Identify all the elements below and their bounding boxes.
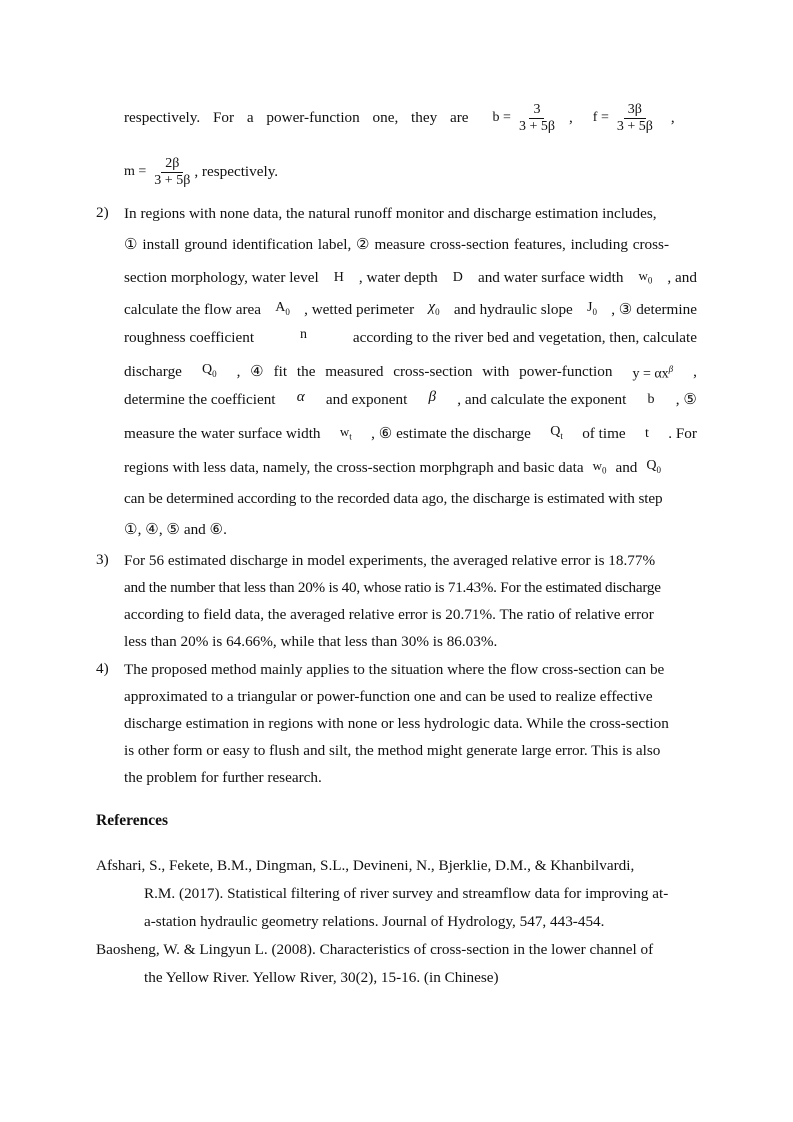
superscript: β bbox=[668, 364, 674, 374]
item3-line4 bbox=[124, 632, 497, 652]
list-number: 2) bbox=[96, 204, 109, 221]
text: ① install ground identification label, ② measure cross-section features, including cross- bbox=[124, 236, 670, 253]
text: a-station hydraulic geometry relations. Journal of Hydrology, 547, 443-454. bbox=[144, 913, 605, 930]
symbol-Q: Q bbox=[201, 361, 213, 377]
subscript: 0 bbox=[592, 306, 597, 317]
text: and exponent bbox=[325, 391, 408, 408]
item2-line6 bbox=[124, 359, 697, 385]
symbol-b: b bbox=[647, 392, 655, 407]
text: approximated to a triangular or power-function one and can be used to realize effective bbox=[124, 688, 653, 705]
item2-line1 bbox=[124, 204, 697, 224]
subscript: t bbox=[349, 431, 352, 442]
subscript: 0 bbox=[601, 465, 607, 476]
f-numerator: 3β bbox=[624, 102, 646, 119]
item2-line7 bbox=[124, 390, 697, 410]
reference-2-line2 bbox=[144, 968, 499, 988]
symbol-w: w bbox=[592, 458, 602, 473]
subscript: 0 bbox=[647, 275, 653, 286]
text: In regions with none data, the natural runoff monitor and discharge estimation includes, bbox=[124, 205, 657, 222]
text: , water depth bbox=[358, 269, 438, 287]
subscript: 0 bbox=[435, 307, 440, 318]
text: . For bbox=[668, 425, 697, 443]
text: is other form or easy to flush and silt, the method might generate large error. This is also bbox=[124, 742, 661, 759]
text: ①, ④, ⑤ and ⑥. bbox=[124, 521, 227, 538]
text: , bbox=[693, 362, 697, 380]
symbol-beta: β bbox=[428, 388, 437, 405]
subscript: 0 bbox=[212, 368, 217, 379]
text: discharge bbox=[124, 362, 182, 380]
comma: , bbox=[670, 109, 675, 126]
item2-line10 bbox=[124, 489, 697, 509]
item2-line3 bbox=[124, 266, 697, 291]
m-fraction bbox=[150, 156, 194, 189]
item2-line8 bbox=[124, 422, 697, 447]
text: and the number that less than 20% is 40, whose ratio is 71.43%. For the estimated discharge bbox=[124, 579, 661, 596]
item3-line2 bbox=[124, 578, 661, 598]
f-fraction bbox=[613, 102, 657, 135]
list-number: 4) bbox=[96, 660, 109, 677]
text: Baosheng, W. & Lingyun L. (2008). Characteristics of cross-section in the lower channel of bbox=[96, 941, 654, 958]
text: section morphology, water level bbox=[124, 269, 319, 287]
item2-line4 bbox=[124, 297, 697, 322]
b-denominator: 3 + 5β bbox=[518, 118, 555, 134]
symbol-n: n bbox=[299, 327, 307, 342]
text: of time bbox=[582, 425, 626, 443]
m-tail-text: , respectively. bbox=[194, 163, 279, 180]
symbol-H: H bbox=[333, 270, 344, 286]
symbol-D: D bbox=[452, 270, 463, 286]
f-denominator: 3 + 5β bbox=[616, 118, 653, 134]
text: discharge estimation in regions with none or less hydrologic data. While the cross-section bbox=[124, 715, 669, 732]
power-function-equation bbox=[632, 359, 673, 385]
reference-2-line1 bbox=[96, 940, 653, 960]
symbol-Q: Q bbox=[550, 424, 561, 440]
text: and water surface width bbox=[477, 269, 624, 287]
text: , wetted perimeter bbox=[304, 300, 415, 318]
text: according to the river bed and vegetation, then, calculate bbox=[352, 329, 697, 346]
f-equation-lhs: f = bbox=[592, 110, 609, 125]
text: roughness coefficient bbox=[124, 329, 255, 346]
b-fraction bbox=[515, 102, 559, 135]
list-number: 3) bbox=[96, 551, 109, 568]
symbol-A0 bbox=[275, 298, 290, 322]
formula-line-b-f bbox=[124, 96, 675, 140]
b-equation-lhs: b = bbox=[492, 110, 511, 125]
symbol-w: w bbox=[638, 268, 648, 283]
text: , ⑤ bbox=[675, 391, 697, 408]
item4-line2 bbox=[124, 687, 653, 707]
m-numerator: 2β bbox=[161, 156, 183, 173]
symbol-Q0 bbox=[646, 456, 661, 480]
text: and bbox=[615, 459, 638, 477]
text: For 56 estimated discharge in model experiments, the averaged relative error is 18.77% bbox=[124, 552, 656, 569]
text: , and bbox=[667, 269, 697, 287]
symbol-w0 bbox=[638, 266, 652, 291]
text: and hydraulic slope bbox=[453, 300, 573, 318]
symbol-w0 bbox=[593, 456, 607, 481]
text: less than 20% is 64.66%, while that less than 30% is 86.03%. bbox=[124, 633, 498, 650]
item2-line9 bbox=[124, 456, 697, 481]
symbol-J0 bbox=[587, 298, 597, 322]
symbol-w: w bbox=[339, 424, 350, 439]
text: the problem for further research. bbox=[124, 769, 322, 786]
m-equation-lhs: m = bbox=[124, 164, 147, 179]
text: measure the water surface width bbox=[124, 425, 321, 443]
symbol-t: t bbox=[645, 426, 649, 442]
item3-line3 bbox=[124, 605, 654, 625]
text: R.M. (2017). Statistical filtering of river survey and streamflow data for improving at- bbox=[144, 885, 669, 902]
comma: , bbox=[568, 109, 573, 126]
symbol-J: J bbox=[587, 299, 593, 315]
equation: y = αx bbox=[632, 366, 669, 382]
symbol-Qt bbox=[550, 422, 563, 446]
subscript: 0 bbox=[285, 306, 290, 317]
symbol-Q: Q bbox=[646, 458, 657, 474]
b-numerator: 3 bbox=[529, 102, 544, 119]
item2-line11 bbox=[124, 520, 227, 540]
item4-line4 bbox=[124, 741, 660, 761]
item2-line2 bbox=[124, 235, 697, 255]
text: determine the coefficient bbox=[124, 391, 276, 408]
symbol-chi: χ bbox=[428, 298, 436, 315]
text: Afshari, S., Fekete, B.M., Dingman, S.L., Devineni, N., Bjerklie, D.M., & Khanbilvardi, bbox=[96, 857, 635, 874]
subscript: 0 bbox=[656, 465, 662, 476]
text: calculate the flow area bbox=[124, 300, 262, 318]
text: regions with less data, namely, the cross-section morphgraph and basic data bbox=[124, 459, 584, 477]
references-heading: References bbox=[96, 812, 169, 829]
item4-line3 bbox=[124, 714, 669, 734]
reference-1-line3 bbox=[144, 912, 604, 932]
text: , and calculate the exponent bbox=[457, 391, 627, 408]
text: the Yellow River. Yellow River, 30(2), 15-16. (in Chinese) bbox=[144, 969, 499, 986]
symbol-A: A bbox=[275, 299, 286, 315]
item4-line1 bbox=[124, 660, 664, 680]
text: can be determined according to the recorded data ago, the discharge is estimated with step bbox=[124, 490, 663, 507]
intro-text: respectively. For a power-function one, they are bbox=[124, 109, 469, 126]
symbol-Q0 bbox=[202, 360, 217, 384]
text: The proposed method mainly applies to the situation where the flow cross-section can be bbox=[124, 661, 665, 678]
symbol-alpha: α bbox=[296, 388, 305, 405]
reference-1-line1 bbox=[96, 856, 634, 876]
item3-line1 bbox=[124, 551, 655, 571]
symbol-chi0 bbox=[428, 297, 439, 322]
text: , ④ fit the measured cross-section with power-function bbox=[236, 362, 613, 380]
reference-1-line2 bbox=[144, 884, 668, 904]
subscript: t bbox=[560, 431, 563, 442]
symbol-wt bbox=[340, 422, 352, 447]
text: according to field data, the averaged relative error is 20.71%. The ratio of relative error bbox=[124, 606, 654, 623]
item4-line5 bbox=[124, 768, 322, 788]
item2-line5 bbox=[124, 328, 697, 348]
text: , ⑥ estimate the discharge bbox=[371, 425, 531, 443]
formula-line-m bbox=[124, 150, 278, 194]
m-denominator: 3 + 5β bbox=[154, 172, 191, 188]
text: , ③ determine bbox=[611, 300, 697, 318]
